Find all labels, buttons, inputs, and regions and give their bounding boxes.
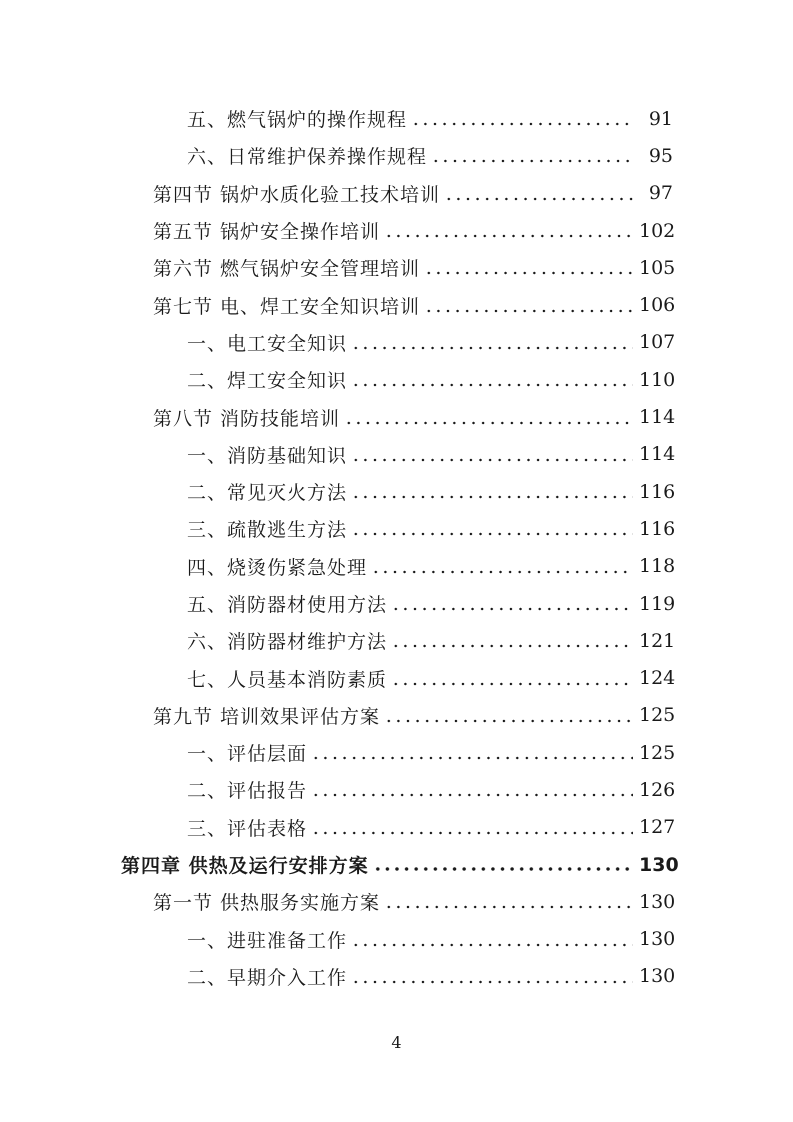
toc-entry-page: 110	[639, 368, 676, 391]
dot-leader	[371, 557, 633, 576]
toc-entry-label: 二、早期介入工作	[187, 966, 348, 989]
toc-entry-label: 四、烧烫伤紧急处理	[187, 556, 368, 579]
toc-entry-label: 一、评估层面	[187, 743, 308, 766]
dot-leader	[351, 930, 633, 949]
toc-entry[interactable]	[0, 622, 793, 659]
dot-leader	[384, 706, 633, 725]
toc-entry-page: 125	[639, 704, 676, 727]
dot-leader	[391, 594, 633, 613]
toc-entry-page: 116	[639, 480, 676, 503]
toc-entry-label: 第六节 燃气锅炉安全管理培训	[153, 258, 421, 281]
dot-leader	[444, 184, 633, 203]
dot-leader	[311, 743, 633, 762]
page-number: 4	[391, 1033, 402, 1052]
toc-entry-label: 六、消防器材维护方法	[187, 631, 388, 654]
toc-entry[interactable]	[0, 175, 793, 212]
toc-entry[interactable]	[0, 436, 793, 473]
toc-entry-page: 130	[639, 853, 679, 876]
toc-entry-page: 97	[648, 182, 673, 205]
toc-entry[interactable]	[0, 137, 793, 174]
toc-entry-page: 125	[639, 741, 676, 764]
toc-entry-page: 114	[639, 443, 676, 466]
toc-entry[interactable]	[0, 324, 793, 361]
dot-leader	[391, 669, 633, 688]
toc-entry-page: 91	[648, 107, 673, 130]
toc-entry-label: 第四章 供热及运行安排方案	[121, 855, 369, 878]
toc-entry[interactable]	[0, 510, 793, 547]
dot-leader	[311, 780, 633, 799]
dot-leader	[311, 818, 633, 837]
dot-leader	[351, 482, 633, 501]
toc-entry-label: 第九节 培训效果评估方案	[153, 705, 381, 728]
dot-leader	[384, 892, 633, 911]
toc-chapter-entry[interactable]	[0, 846, 793, 883]
toc-entry-label: 第四节 锅炉水质化验工技术培训	[153, 183, 441, 206]
toc-entry-label: 第七节 电、焊工安全知识培训	[153, 295, 421, 318]
toc-entry-label: 第八节 消防技能培训	[153, 407, 341, 430]
dot-leader	[384, 221, 633, 240]
toc-entry[interactable]	[0, 697, 793, 734]
table-of-contents	[0, 100, 793, 995]
dot-leader	[351, 333, 633, 352]
toc-entry-page: 130	[639, 890, 676, 913]
toc-entry-page: 116	[639, 517, 676, 540]
toc-entry-label: 六、日常维护保养操作规程	[187, 146, 428, 169]
toc-entry-label: 第一节 供热服务实施方案	[153, 892, 381, 915]
toc-entry[interactable]	[0, 398, 793, 435]
toc-entry-label: 七、人员基本消防素质	[187, 668, 388, 691]
toc-entry-page: 130	[639, 928, 676, 951]
toc-entry[interactable]	[0, 361, 793, 398]
toc-entry[interactable]	[0, 473, 793, 510]
toc-entry-label: 一、消防基础知识	[187, 444, 348, 467]
toc-entry-page: 119	[639, 592, 676, 615]
toc-entry-label: 二、焊工安全知识	[187, 370, 348, 393]
dot-leader	[351, 519, 633, 538]
toc-entry-page: 95	[648, 144, 673, 167]
toc-entry-page: 102	[639, 219, 676, 242]
toc-entry-page: 124	[639, 667, 676, 690]
dot-leader	[344, 408, 633, 427]
toc-entry-label: 五、消防器材使用方法	[187, 594, 388, 616]
toc-entry-label: 第五节 锅炉安全操作培训	[153, 221, 381, 244]
toc-entry[interactable]	[0, 883, 793, 920]
dot-leader	[351, 445, 633, 464]
toc-entry[interactable]	[0, 286, 793, 323]
toc-entry-page: 126	[639, 778, 676, 801]
toc-entry-page: 121	[639, 629, 676, 652]
toc-entry[interactable]	[0, 100, 793, 137]
dot-leader	[431, 146, 633, 165]
toc-entry-page: 107	[639, 331, 676, 354]
toc-entry[interactable]	[0, 734, 793, 771]
dot-leader	[424, 258, 633, 277]
toc-entry-label: 三、评估表格	[187, 817, 308, 840]
toc-entry[interactable]	[0, 659, 793, 696]
toc-entry-page: 106	[639, 294, 676, 317]
toc-entry-label: 二、评估报告	[187, 780, 308, 803]
toc-entry[interactable]	[0, 958, 793, 995]
toc-entry[interactable]	[0, 921, 793, 958]
dot-leader	[351, 370, 633, 389]
toc-entry-label: 一、电工安全知识	[187, 332, 348, 355]
toc-entry-label: 一、进驻准备工作	[187, 929, 348, 952]
toc-entry-page: 118	[639, 555, 676, 578]
toc-entry-page: 130	[639, 965, 676, 988]
toc-entry-page: 114	[639, 406, 676, 429]
dot-leader	[424, 296, 633, 315]
dot-leader	[351, 967, 633, 986]
toc-entry-label: 二、常见灭火方法	[187, 482, 348, 505]
toc-entry-page: 105	[639, 256, 676, 279]
toc-entry-label: 五、燃气锅炉的操作规程	[187, 109, 408, 132]
toc-entry[interactable]	[0, 548, 793, 585]
toc-entry[interactable]	[0, 249, 793, 286]
toc-entry-label: 三、疏散逃生方法	[187, 519, 348, 542]
toc-entry-page: 127	[639, 816, 676, 839]
dot-leader	[391, 631, 633, 650]
toc-entry[interactable]	[0, 212, 793, 249]
toc-entry[interactable]	[0, 585, 793, 622]
toc-entry[interactable]	[0, 809, 793, 846]
toc-entry[interactable]	[0, 771, 793, 808]
dot-leader	[411, 109, 633, 128]
dot-leader	[373, 855, 633, 874]
